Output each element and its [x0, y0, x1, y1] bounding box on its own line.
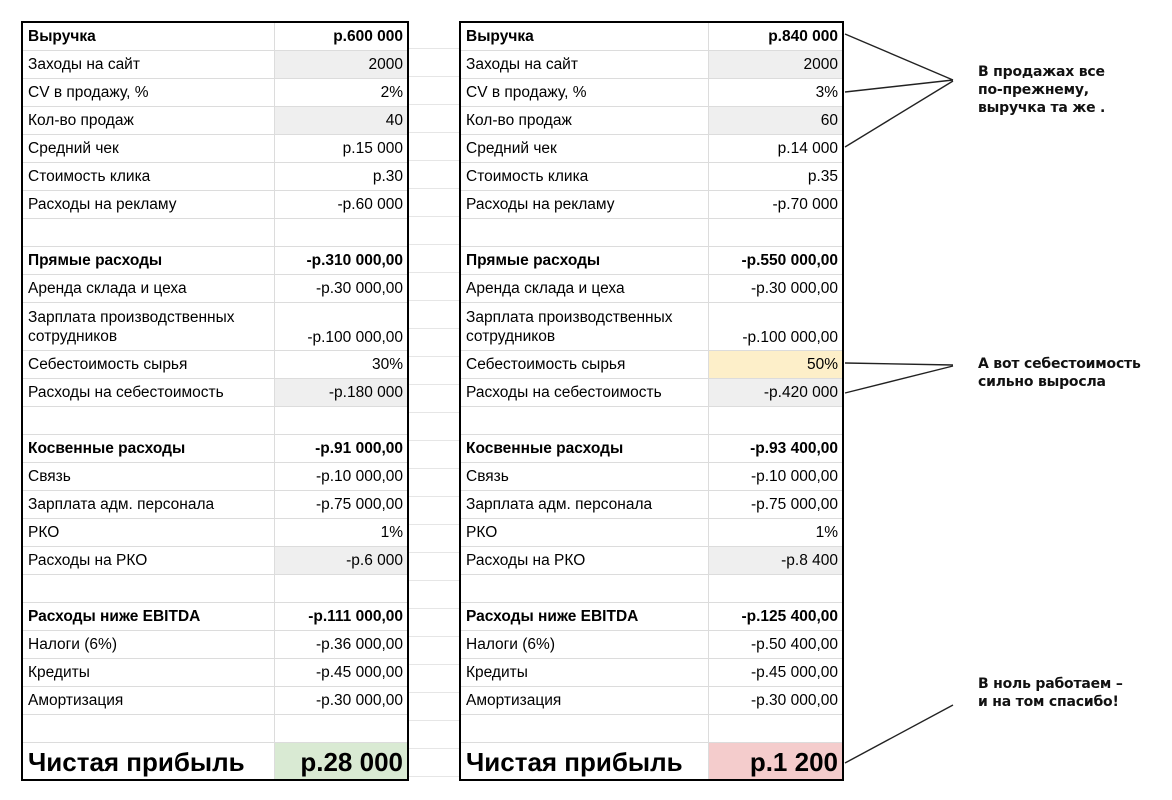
- row-label[interactable]: Чистая прибыль: [23, 743, 275, 779]
- row-label[interactable]: Расходы на себестоимость: [461, 379, 709, 406]
- row-value[interactable]: -р.550 000,00: [741, 252, 838, 269]
- row-label[interactable]: Расходы на себестоимость: [23, 379, 275, 406]
- row-value[interactable]: 60: [709, 107, 842, 134]
- table-row: [23, 687, 407, 715]
- gridline-cell: [409, 301, 459, 329]
- blank-row: [461, 407, 842, 435]
- table-row: [23, 491, 407, 519]
- row-value[interactable]: -р.30 000,00: [315, 692, 403, 709]
- row-value[interactable]: -р.6 000: [275, 547, 407, 574]
- gridline-cell: [409, 161, 459, 189]
- row-label[interactable]: [461, 715, 709, 742]
- table-row: [23, 519, 407, 547]
- annotation-sales-unchanged: [978, 63, 1105, 117]
- row-label[interactable]: Связь: [461, 463, 709, 490]
- gridline-cell: [409, 273, 459, 301]
- table-row: [23, 435, 407, 463]
- table-row: [461, 463, 842, 491]
- gridline-cell: [409, 217, 459, 245]
- row-value[interactable]: 1%: [815, 524, 838, 541]
- row-value[interactable]: р.14 000: [777, 140, 838, 157]
- row-label[interactable]: РКО: [461, 519, 709, 546]
- table-row: [461, 687, 842, 715]
- row-label[interactable]: Стоимость клика: [23, 163, 275, 190]
- table-row: [23, 135, 407, 163]
- row-label[interactable]: Расходы ниже EBITDA: [461, 603, 709, 630]
- row-value[interactable]: 2000: [275, 51, 407, 78]
- annotation-line: и на том спасибо!: [978, 694, 1119, 710]
- row-value[interactable]: -р.50 400,00: [750, 636, 838, 653]
- table-row: [23, 743, 407, 779]
- row-value[interactable]: -р.10 000,00: [315, 468, 403, 485]
- pointer-line-cv: [845, 80, 953, 92]
- row-value[interactable]: р.35: [807, 168, 838, 185]
- pointer-line-cost-expense: [845, 366, 953, 393]
- row-value[interactable]: -р.45 000,00: [315, 664, 403, 681]
- table-row: [461, 491, 842, 519]
- table-row: [23, 79, 407, 107]
- row-label[interactable]: Выручка: [23, 23, 275, 50]
- row-label[interactable]: Зарплата адм. персонала: [23, 491, 275, 518]
- row-label[interactable]: Выручка: [461, 23, 709, 50]
- row-value[interactable]: 40: [275, 107, 407, 134]
- gridline-cell: [409, 189, 459, 217]
- gridline-cell: [409, 693, 459, 721]
- row-value[interactable]: -р.45 000,00: [750, 664, 838, 681]
- row-label[interactable]: Зарплата производственных сотрудников: [23, 303, 275, 350]
- row-value[interactable]: -р.30 000,00: [315, 280, 403, 297]
- table-row: [461, 191, 842, 219]
- row-value[interactable]: р.600 000: [333, 28, 403, 45]
- row-value[interactable]: -р.91 000,00: [315, 440, 403, 457]
- table-row: [461, 303, 842, 351]
- row-label[interactable]: Средний чек: [23, 135, 275, 162]
- blank-row: [461, 575, 842, 603]
- row-label[interactable]: Средний чек: [461, 135, 709, 162]
- blank-row: [23, 575, 407, 603]
- row-value[interactable]: [275, 407, 407, 434]
- gridline-cell: [409, 525, 459, 553]
- left-financial-table: [21, 21, 409, 781]
- gridline-cell: [409, 385, 459, 413]
- table-row: [23, 463, 407, 491]
- row-label[interactable]: Связь: [23, 463, 275, 490]
- row-value[interactable]: -р.70 000: [772, 196, 838, 213]
- row-value[interactable]: -р.60 000: [337, 196, 403, 213]
- table-row: [461, 519, 842, 547]
- row-label[interactable]: Амортизация: [461, 687, 709, 714]
- table-row: [461, 379, 842, 407]
- table-row: [461, 51, 842, 79]
- gridline-cell: [409, 21, 459, 49]
- table-row: [461, 351, 842, 379]
- gridline-cell: [409, 553, 459, 581]
- gridline-cell: [409, 441, 459, 469]
- gridline-cell: [409, 133, 459, 161]
- row-value[interactable]: 3%: [815, 84, 838, 101]
- row-label[interactable]: CV в продажу, %: [23, 79, 275, 106]
- blank-row: [461, 715, 842, 743]
- blank-row: [23, 715, 407, 743]
- row-label[interactable]: Себестоимость сырья: [461, 351, 709, 378]
- row-value[interactable]: 2000: [709, 51, 842, 78]
- table-row: [461, 247, 842, 275]
- row-value[interactable]: -р.75 000,00: [315, 496, 403, 513]
- annotation-line: В ноль работаем –: [978, 676, 1123, 692]
- row-value[interactable]: р.30: [372, 168, 403, 185]
- row-label[interactable]: [23, 407, 275, 434]
- gridline-cell: [409, 665, 459, 693]
- table-row: [23, 275, 407, 303]
- table-row: [461, 107, 842, 135]
- row-value[interactable]: -р.8 400: [709, 547, 842, 574]
- table-row: [23, 379, 407, 407]
- row-label[interactable]: Заходы на сайт: [461, 51, 709, 78]
- row-value[interactable]: р.15 000: [342, 140, 403, 157]
- row-label[interactable]: [23, 715, 275, 742]
- row-value[interactable]: 1%: [380, 524, 403, 541]
- gridline-cell: [409, 105, 459, 133]
- row-value[interactable]: [275, 219, 407, 246]
- gridline-cell: [409, 49, 459, 77]
- table-row: [461, 743, 842, 779]
- blank-row: [461, 219, 842, 247]
- table-row: [461, 23, 842, 51]
- table-row: [23, 51, 407, 79]
- gridline-cell: [409, 749, 459, 777]
- pointer-line-net-profit: [845, 705, 953, 763]
- row-label[interactable]: Расходы на РКО: [461, 547, 709, 574]
- row-value[interactable]: -р.36 000,00: [315, 636, 403, 653]
- table-row: [23, 603, 407, 631]
- row-label[interactable]: Кредиты: [461, 659, 709, 686]
- row-label[interactable]: Расходы на РКО: [23, 547, 275, 574]
- row-label[interactable]: Аренда склада и цеха: [23, 275, 275, 302]
- row-label[interactable]: Стоимость клика: [461, 163, 709, 190]
- row-value[interactable]: -р.180 000: [275, 379, 407, 406]
- row-label[interactable]: Аренда склада и цеха: [461, 275, 709, 302]
- row-value[interactable]: р.1 200: [709, 743, 842, 779]
- row-label[interactable]: Расходы ниже EBITDA: [23, 603, 275, 630]
- row-value[interactable]: -р.75 000,00: [750, 496, 838, 513]
- table-row: [23, 23, 407, 51]
- row-value[interactable]: р.840 000: [768, 28, 838, 45]
- table-row: [23, 659, 407, 687]
- gridline-cell: [409, 469, 459, 497]
- gridline-cell: [409, 497, 459, 525]
- row-label[interactable]: [461, 407, 709, 434]
- row-label[interactable]: Прямые расходы: [461, 247, 709, 274]
- row-label[interactable]: [23, 575, 275, 602]
- row-value[interactable]: -р.93 400,00: [750, 440, 838, 457]
- table-row: [23, 303, 407, 351]
- row-value[interactable]: [275, 575, 407, 602]
- row-label[interactable]: Амортизация: [23, 687, 275, 714]
- row-value[interactable]: [709, 407, 842, 434]
- annotation-line: А вот себестоимость: [978, 356, 1141, 372]
- row-value[interactable]: -р.30 000,00: [750, 280, 838, 297]
- table-row: [23, 107, 407, 135]
- row-value[interactable]: 2%: [380, 84, 403, 101]
- table-row: [23, 351, 407, 379]
- table-row: [461, 275, 842, 303]
- row-label[interactable]: Кол-во продаж: [23, 107, 275, 134]
- row-label[interactable]: Косвенные расходы: [23, 435, 275, 462]
- gridline-cell: [409, 329, 459, 357]
- row-label[interactable]: Себестоимость сырья: [23, 351, 275, 378]
- table-row: [461, 435, 842, 463]
- annotation-line: по-прежнему,: [978, 82, 1089, 98]
- row-value[interactable]: -р.10 000,00: [750, 468, 838, 485]
- table-row: [461, 163, 842, 191]
- pointer-line-revenue: [845, 34, 953, 80]
- table-row: [461, 79, 842, 107]
- row-value[interactable]: [709, 715, 842, 742]
- row-value[interactable]: -р.420 000: [709, 379, 842, 406]
- row-label[interactable]: Кол-во продаж: [461, 107, 709, 134]
- row-label[interactable]: Прямые расходы: [23, 247, 275, 274]
- row-value[interactable]: -р.111 000,00: [308, 608, 403, 625]
- table-row: [461, 547, 842, 575]
- table-row: [461, 659, 842, 687]
- row-label[interactable]: [23, 219, 275, 246]
- annotation-line: сильно выросла: [978, 374, 1106, 390]
- gridline-cell: [409, 357, 459, 385]
- row-value[interactable]: р.28 000: [275, 743, 407, 779]
- row-label[interactable]: РКО: [23, 519, 275, 546]
- annotation-line: выручка та же .: [978, 100, 1106, 116]
- gridline-cell: [409, 413, 459, 441]
- annotation-line: В продажах все: [978, 64, 1105, 80]
- row-value[interactable]: -р.30 000,00: [750, 692, 838, 709]
- right-financial-table: [459, 21, 844, 781]
- annotation-break-even: [978, 675, 1123, 711]
- row-label[interactable]: Кредиты: [23, 659, 275, 686]
- gridline-cell: [409, 609, 459, 637]
- pointer-line-cost-rate: [845, 363, 953, 365]
- row-value[interactable]: -р.100 000,00: [307, 329, 403, 346]
- row-label[interactable]: CV в продажу, %: [461, 79, 709, 106]
- row-label[interactable]: Заходы на сайт: [23, 51, 275, 78]
- table-row: [461, 135, 842, 163]
- row-value[interactable]: -р.125 400,00: [741, 608, 838, 625]
- gridline-cell: [409, 637, 459, 665]
- row-label[interactable]: [461, 219, 709, 246]
- gridline-cell: [409, 721, 459, 749]
- row-value[interactable]: 50%: [709, 351, 842, 378]
- row-label[interactable]: Чистая прибыль: [461, 743, 709, 779]
- row-label[interactable]: Налоги (6%): [461, 631, 709, 658]
- row-value[interactable]: -р.310 000,00: [306, 252, 403, 269]
- row-label[interactable]: Зарплата адм. персонала: [461, 491, 709, 518]
- table-row: [23, 191, 407, 219]
- table-row: [461, 603, 842, 631]
- table-row: [23, 247, 407, 275]
- table-row: [23, 547, 407, 575]
- blank-row: [23, 407, 407, 435]
- row-label[interactable]: Налоги (6%): [23, 631, 275, 658]
- table-row: [461, 631, 842, 659]
- row-label[interactable]: Расходы на рекламу: [461, 191, 709, 218]
- row-label[interactable]: Зарплата производственных сотрудников: [461, 303, 709, 350]
- row-value[interactable]: 30%: [371, 356, 403, 373]
- table-row: [23, 631, 407, 659]
- row-value[interactable]: [709, 575, 842, 602]
- gridline-cell: [409, 581, 459, 609]
- pointer-line-avg-check: [845, 81, 953, 147]
- blank-row: [23, 219, 407, 247]
- gridline-cell: [409, 245, 459, 273]
- row-label[interactable]: Косвенные расходы: [461, 435, 709, 462]
- gridline-cell: [409, 77, 459, 105]
- row-label[interactable]: Расходы на рекламу: [23, 191, 275, 218]
- row-value[interactable]: -р.100 000,00: [742, 329, 838, 346]
- row-value[interactable]: [709, 219, 842, 246]
- annotation-cost-grew: [978, 355, 1141, 391]
- row-value[interactable]: [275, 715, 407, 742]
- row-label[interactable]: [461, 575, 709, 602]
- table-row: [23, 163, 407, 191]
- gap-column-gridlines: [409, 21, 459, 778]
